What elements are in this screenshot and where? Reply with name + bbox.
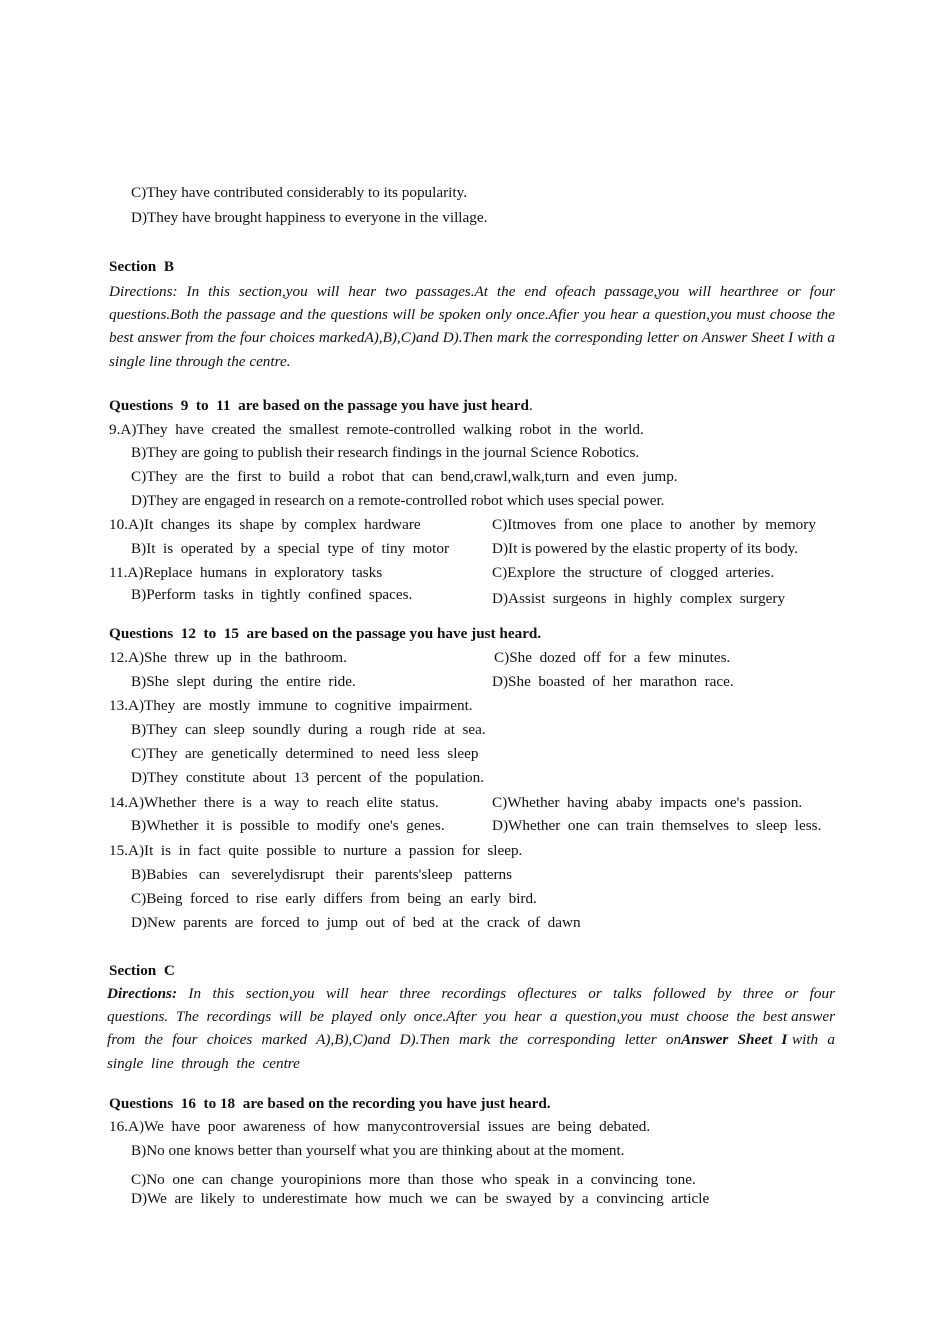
option-16b: B)No one knows better than yourself what you are thinking about at the moment.: [131, 1142, 625, 1159]
option-14a: 14.A)Whether there is a way to reach elite status.: [109, 794, 439, 811]
option-10d: D)It is powered by the elastic property of its body.: [492, 540, 799, 557]
option-14b: B)Whether it is possible to modify one's genes.: [131, 817, 445, 834]
option-11a: 11.A)Replace humans in exploratory tasks: [109, 564, 383, 581]
questions-9-11-header: [109, 396, 533, 416]
option-9c: C)They are the first to build a robot that can bend,crawl,walk,turn and even jump.: [131, 468, 678, 485]
option-14c: C)Whether having ababy impacts one's passion.: [492, 794, 803, 811]
option-8c: C)They have contributed considerably to its popularity.: [131, 184, 468, 201]
questions-9-11-header-text: Questions 9 to 11 are based on the passage you have just heard: [109, 397, 529, 414]
questions-16-18-header: Questions 16 to 18 are based on the recording you have just heard.: [109, 1095, 551, 1112]
option-12d: D)She boasted of her marathon race.: [492, 673, 734, 690]
section-c-directions-text: In this section,you will hear three recordings oflectures or talks followed by three or four questions. The recordings will be played only once.After you hear a question,you must choose the best answer from the four choices marked A),B),C)and D).Then mark the corresponding letter on: [107, 985, 843, 1049]
option-15d: D)New parents are forced to jump out of bed at the crack of dawn: [131, 914, 581, 931]
answer-sheet-label: Answer Sheet I: [681, 1031, 788, 1049]
option-16c: C)No one can change youropinions more than those who speak in a convincing tone.: [131, 1171, 696, 1188]
option-11c: C)Explore the structure of clogged arteries.: [492, 564, 775, 581]
option-15b: B)Babies can severelydisrupt their parents'sleep patterns: [131, 866, 513, 883]
option-15a: 15.A)It is in fact quite possible to nurture a passion for sleep.: [109, 842, 523, 859]
option-13d: D)They constitute about 13 percent of the population.: [131, 769, 485, 786]
section-c-directions-label: Directions:: [107, 985, 178, 1002]
section-c-directions: [107, 982, 843, 1075]
option-14d: D)Whether one can train themselves to sleep less.: [492, 817, 822, 834]
option-9a: 9.A)They have created the smallest remote-controlled walking robot in the world.: [109, 421, 644, 438]
option-11d: D)Assist surgeons in highly complex surgery: [492, 590, 786, 607]
section-c-directions-end: with a single line through the centre: [107, 1031, 843, 1072]
option-10c: C)Itmoves from one place to another by memory: [492, 516, 816, 533]
questions-9-11-header-period: .: [528, 397, 533, 414]
option-10a: 10.A)It changes its shape by complex hardware: [109, 516, 421, 533]
section-c-title: Section C: [109, 962, 175, 979]
option-13c: C)They are genetically determined to need less sleep: [131, 745, 479, 762]
option-13a: 13.A)They are mostly immune to cognitive impairment.: [109, 697, 473, 714]
option-9d: D)They are engaged in research on a remote-controlled robot which uses special power.: [131, 492, 665, 509]
section-b-directions: Directions: In this section,you will hear two passages.At the end ofeach passage,you will hearthree or four questions.Both the passage and the questions will be spoken only once.Afier you hear a question,you must choose the best answer from the four choices markedA),B),C)and D).Then mark the corresponding letter on Answer Sheet I with a single line through the centre.: [109, 283, 835, 370]
option-10b: B)It is operated by a special type of tiny motor: [131, 540, 450, 557]
option-11b: B)Perform tasks in tightly confined spaces.: [131, 586, 413, 603]
option-12c: C)She dozed off for a few minutes.: [494, 649, 731, 666]
option-12b: B)She slept during the entire ride.: [131, 673, 356, 690]
option-16a: 16.A)We have poor awareness of how manycontroversial issues are being debated.: [109, 1118, 651, 1135]
option-16d: D)We are likely to underestimate how much we can be swayed by a convincing article: [131, 1190, 710, 1207]
section-b-title: Section B: [109, 258, 174, 275]
option-12a: 12.A)She threw up in the bathroom.: [109, 649, 347, 666]
option-13b: B)They can sleep soundly during a rough ride at sea.: [131, 721, 486, 738]
option-15c: C)Being forced to rise early differs from being an early bird.: [131, 890, 537, 907]
option-9b: B)They are going to publish their research findings in the journal Science Robotics.: [131, 444, 640, 461]
option-8d: D)They have brought happiness to everyone in the village.: [131, 209, 488, 226]
questions-12-15-header: Questions 12 to 15 are based on the passage you have just heard.: [109, 625, 542, 642]
